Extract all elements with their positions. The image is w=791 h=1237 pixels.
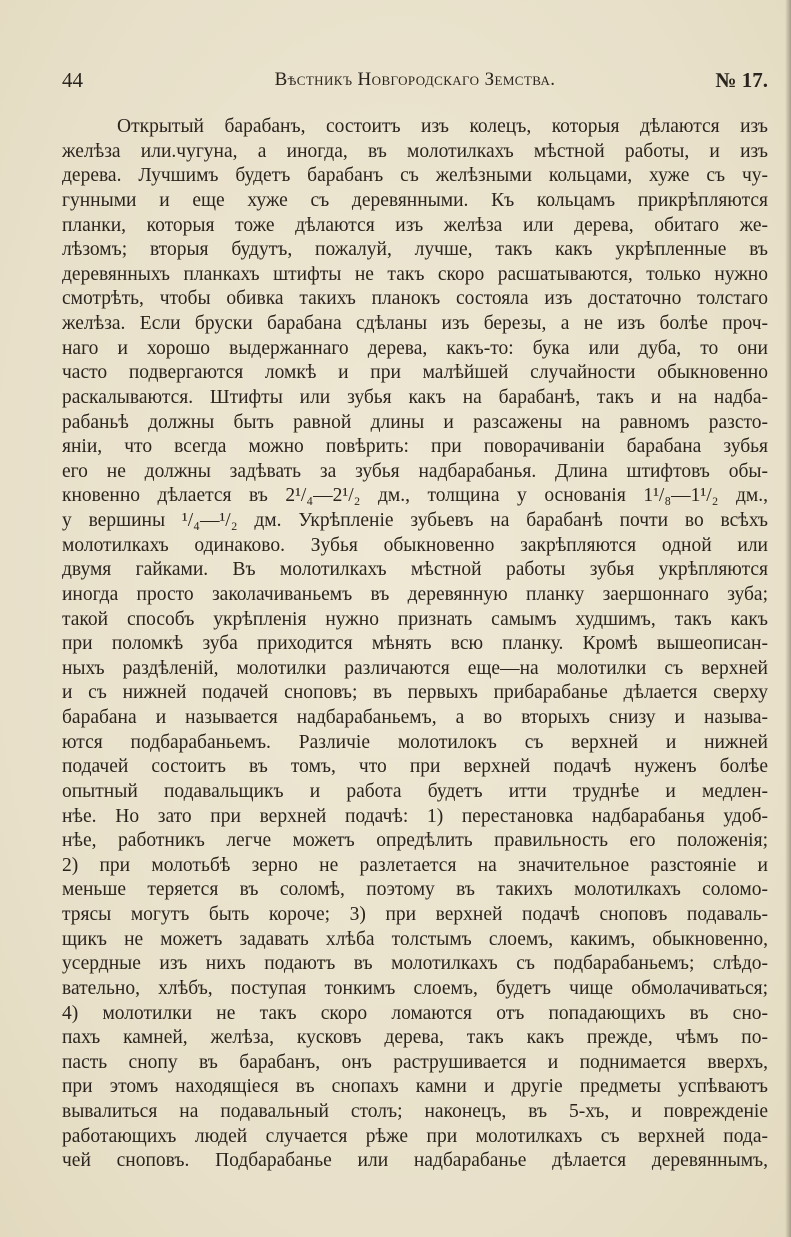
journal-title: Вѣстникъ Новгородскаго Земства.: [274, 69, 556, 90]
text-line: желѣза. Если бруски барабана сдѣланы изъ березы, а не изъ болѣе проч-: [62, 313, 768, 334]
text-line: его не должны задѣвать за зубья надбарабанья. Длина штифтовъ обы-: [62, 460, 768, 482]
text-line: усердные изъ нихъ подаютъ въ молотилкахъ съ подбарабаньемъ; слѣдо-: [62, 953, 768, 975]
text-line: Открытый барабанъ, состоитъ изъ колецъ, которыя дѣлаются изъ: [117, 116, 768, 137]
text-line: барабана и называется надбарабаньемъ, а во вторыхъ снизу и называ-: [62, 707, 768, 728]
text-line: у вершины ¹/₄—¹/₂ дм. Укрѣпленіе зубьевъ на барабанѣ почти во всѣхъ: [62, 510, 768, 531]
text-line: иногда просто заколачиваньемъ въ деревянную планку заершоннаго зуба;: [62, 583, 768, 605]
text-line: работающихъ людей случается рѣже при молотилкахъ съ верхней пода-: [62, 1125, 768, 1147]
text-line: кновенно дѣлается въ 2¹/₄—2¹/₂ дм., толщина у основанія 1¹/₈—1¹/₂ дм.,: [62, 485, 768, 507]
text-line: пасть снопу въ барабанъ, онъ раструшивается и поднимается вверхъ,: [62, 1051, 768, 1073]
text-line: раскалываются. Штифты или зубья какъ на барабанѣ, такъ и на надба-: [62, 386, 768, 408]
text-line: смотрѣть, чтобы обивка такихъ планокъ состояла изъ достаточно толстаго: [62, 288, 768, 310]
text-line: и съ нижней подачей сноповъ; въ первыхъ прибарабанье дѣлается сверху: [62, 682, 768, 704]
text-line: нѣе, работникъ легче можетъ опредѣлить правильность его положенія;: [62, 830, 768, 852]
text-line: при этомъ находящіеся въ снопахъ камни и другіе предметы успѣваютъ: [62, 1076, 768, 1098]
text-line: щикъ не можетъ задавать хлѣба толстымъ слоемъ, какимъ, обыкновенно,: [62, 928, 768, 950]
page-number: 44: [62, 68, 83, 92]
text-line: планки, которыя тоже дѣлаются изъ желѣза или дерева, обитаго же-: [62, 214, 768, 236]
text-line: такой способъ укрѣпленія нужно признать самымъ худшимъ, такъ какъ: [62, 608, 768, 630]
text-line: 4) молотилки не такъ скоро ломаются отъ попадающихъ въ сно-: [62, 1002, 768, 1024]
text-line: деревянныхъ планкахъ штифты не такъ скоро расшатываются, только нужно: [62, 263, 768, 285]
text-line: чей сноповъ. Подбарабанье или надбарабанье дѣлается деревяннымъ,: [62, 1150, 768, 1172]
text-line: опытный подавальщикъ и работа будетъ итти труднѣе и медлен-: [62, 780, 768, 802]
text-line: пахъ камней, желѣза, кусковъ дерева, такъ какъ прежде, чѣмъ по-: [62, 1027, 768, 1049]
text-line: 2) при молотьбѣ зерно не разлетается на значительное разстояніе и: [62, 854, 768, 876]
text-line: молотилкахъ одинаково. Зубья обыкновенно закрѣпляются одной или: [62, 534, 768, 556]
text-line: вывалиться на подавальный столъ; наконецъ, въ 5-хъ, и поврежденіе: [62, 1101, 768, 1122]
text-line: желѣза или.чугуна, а иногда, въ молотилкахъ мѣстной работы, и изъ: [62, 140, 768, 162]
text-line: нѣе. Но зато при верхней подачѣ: 1) перестановка надбарабанья удоб-: [62, 805, 768, 827]
text-line: дерева. Лучшимъ будетъ барабанъ съ желѣзными кольцами, хуже съ чу-: [62, 165, 768, 187]
text-line: наго и хорошо выдержаннаго дерева, какъ-то: бука или дуба, то они: [62, 337, 768, 359]
text-line: гунными и еще хуже съ деревянными. Къ кольцамъ прикрѣпляются: [62, 189, 768, 211]
text-line: рабаньѣ должны быть равной длины и разсажены на равномъ разсто-: [62, 411, 768, 433]
text-line: яніи, что всегда можно повѣрить: при поворачиваніи барабана зубья: [62, 436, 768, 458]
text-line: трясы могутъ быть короче; 3) при верхней подачѣ сноповъ подаваль-: [62, 904, 768, 925]
text-line: меньше теряется въ соломѣ, поэтому въ такихъ молотилкахъ соломо-: [62, 879, 768, 901]
running-header: [62, 66, 768, 94]
text-line: при поломкѣ зуба приходится мѣнять всю планку. Кромѣ вышеописан-: [62, 633, 768, 655]
issue-number: № 17.: [715, 68, 768, 92]
body-text: [62, 115, 768, 1174]
text-line: подачей состоитъ въ томъ, что при верхней подачѣ нуженъ болѣе: [62, 756, 768, 778]
text-line: лѣзомъ; вторыя будутъ, пожалуй, лучше, такъ какъ укрѣпленные въ: [62, 239, 768, 261]
page-edge-shadow: [785, 0, 791, 1237]
text-line: ются подбарабаньемъ. Различіе молотилокъ съ верхней и нижней: [62, 731, 768, 753]
text-line: часто подвергаются ломкѣ и при малѣйшей случайности обыкновенно: [62, 362, 768, 384]
text-line: вательно, хлѣбъ, поступая тонкимъ слоемъ, будетъ чище обмолачиваться;: [62, 977, 768, 999]
text-line: ныхъ раздѣленій, молотилки различаются еще—на молотилки съ верхней: [62, 657, 768, 679]
text-line: двумя гайками. Въ молотилкахъ мѣстной работы зубья укрѣпляются: [62, 559, 768, 581]
